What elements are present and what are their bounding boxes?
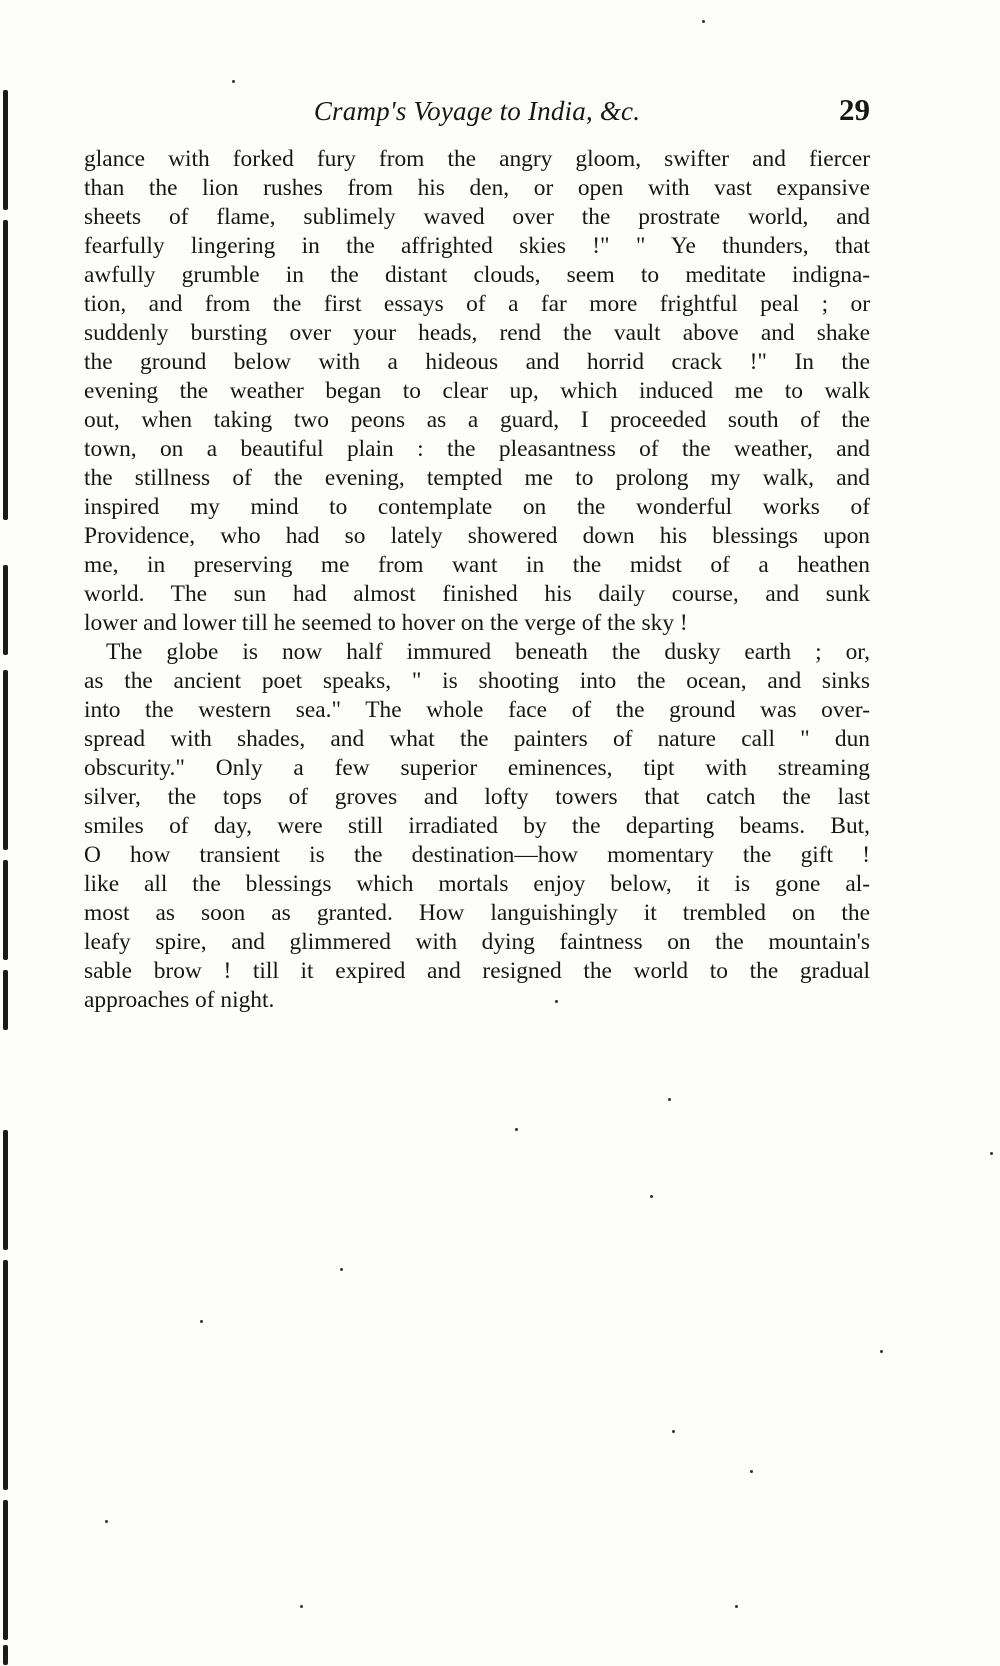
running-head: Cramp's Voyage to India, &c. (313, 96, 641, 126)
text-line: like all the blessings which mortals enjoy below, it is gone al- (84, 871, 870, 897)
text-line: spread with shades, and what the painters of nature call " dun (84, 726, 870, 752)
paragraph-1 (84, 145, 870, 638)
text-line: sable brow ! till it expired and resigned the world to the gradual (84, 958, 870, 984)
text-line: approaches of night. (84, 987, 275, 1013)
text-line: the ground below with a hideous and horrid crack !" In the (84, 349, 870, 375)
page-number: 29 (839, 92, 870, 127)
paragraph-2 (84, 638, 870, 1015)
text-line: world. The sun had almost finished his daily course, and sunk (84, 581, 870, 607)
binding-edge-shadow (0, 90, 14, 1666)
text-line: the stillness of the evening, tempted me to prolong my walk, and (84, 465, 870, 491)
page-header (84, 92, 870, 132)
text-line: most as soon as granted. How languishingly it trembled on the (84, 900, 870, 926)
text-line: glance with forked fury from the angry gloom, swifter and fiercer (84, 146, 870, 172)
text-line: silver, the tops of groves and lofty towers that catch the last (84, 784, 870, 810)
text-line: leafy spire, and glimmered with dying faintness on the mountain's (84, 929, 870, 955)
text-line: than the lion rushes from his den, or open with vast expansive (84, 175, 870, 201)
text-line: Providence, who had so lately showered down his blessings upon (84, 523, 870, 549)
text-line: inspired my mind to contemplate on the wonderful works of (84, 494, 870, 520)
text-line: fearfully lingering in the affrighted skies !" " Ye thunders, that (84, 233, 870, 259)
text-line: awfully grumble in the distant clouds, seem to meditate indigna- (84, 262, 870, 288)
text-line: into the western sea." The whole face of the ground was over- (84, 697, 870, 723)
text-line: lower and lower till he seemed to hover on the verge of the sky ! (84, 610, 688, 636)
text-line: O how transient is the destination—how momentary the gift ! (84, 842, 870, 868)
text-line: sheets of flame, sublimely waved over the prostrate world, and (84, 204, 870, 230)
text-line: me, in preserving me from want in the midst of a heathen (84, 552, 870, 578)
text-line: as the ancient poet speaks, " is shooting into the ocean, and sinks (84, 668, 870, 694)
text-line: evening the weather began to clear up, which induced me to walk (84, 378, 870, 404)
text-line: The globe is now half immured beneath the dusky earth ; or, (106, 639, 870, 665)
text-line: town, on a beautiful plain : the pleasantness of the weather, and (84, 436, 870, 462)
text-line: smiles of day, were still irradiated by the departing beams. But, (84, 813, 870, 839)
text-line: obscurity." Only a few superior eminences, tipt with streaming (84, 755, 870, 781)
text-line: suddenly bursting over your heads, rend the vault above and shake (84, 320, 870, 346)
text-line: tion, and from the first essays of a far more frightful peal ; or (84, 291, 870, 317)
text-line: out, when taking two peons as a guard, I proceeded south of the (84, 407, 870, 433)
body-text (84, 145, 870, 1015)
